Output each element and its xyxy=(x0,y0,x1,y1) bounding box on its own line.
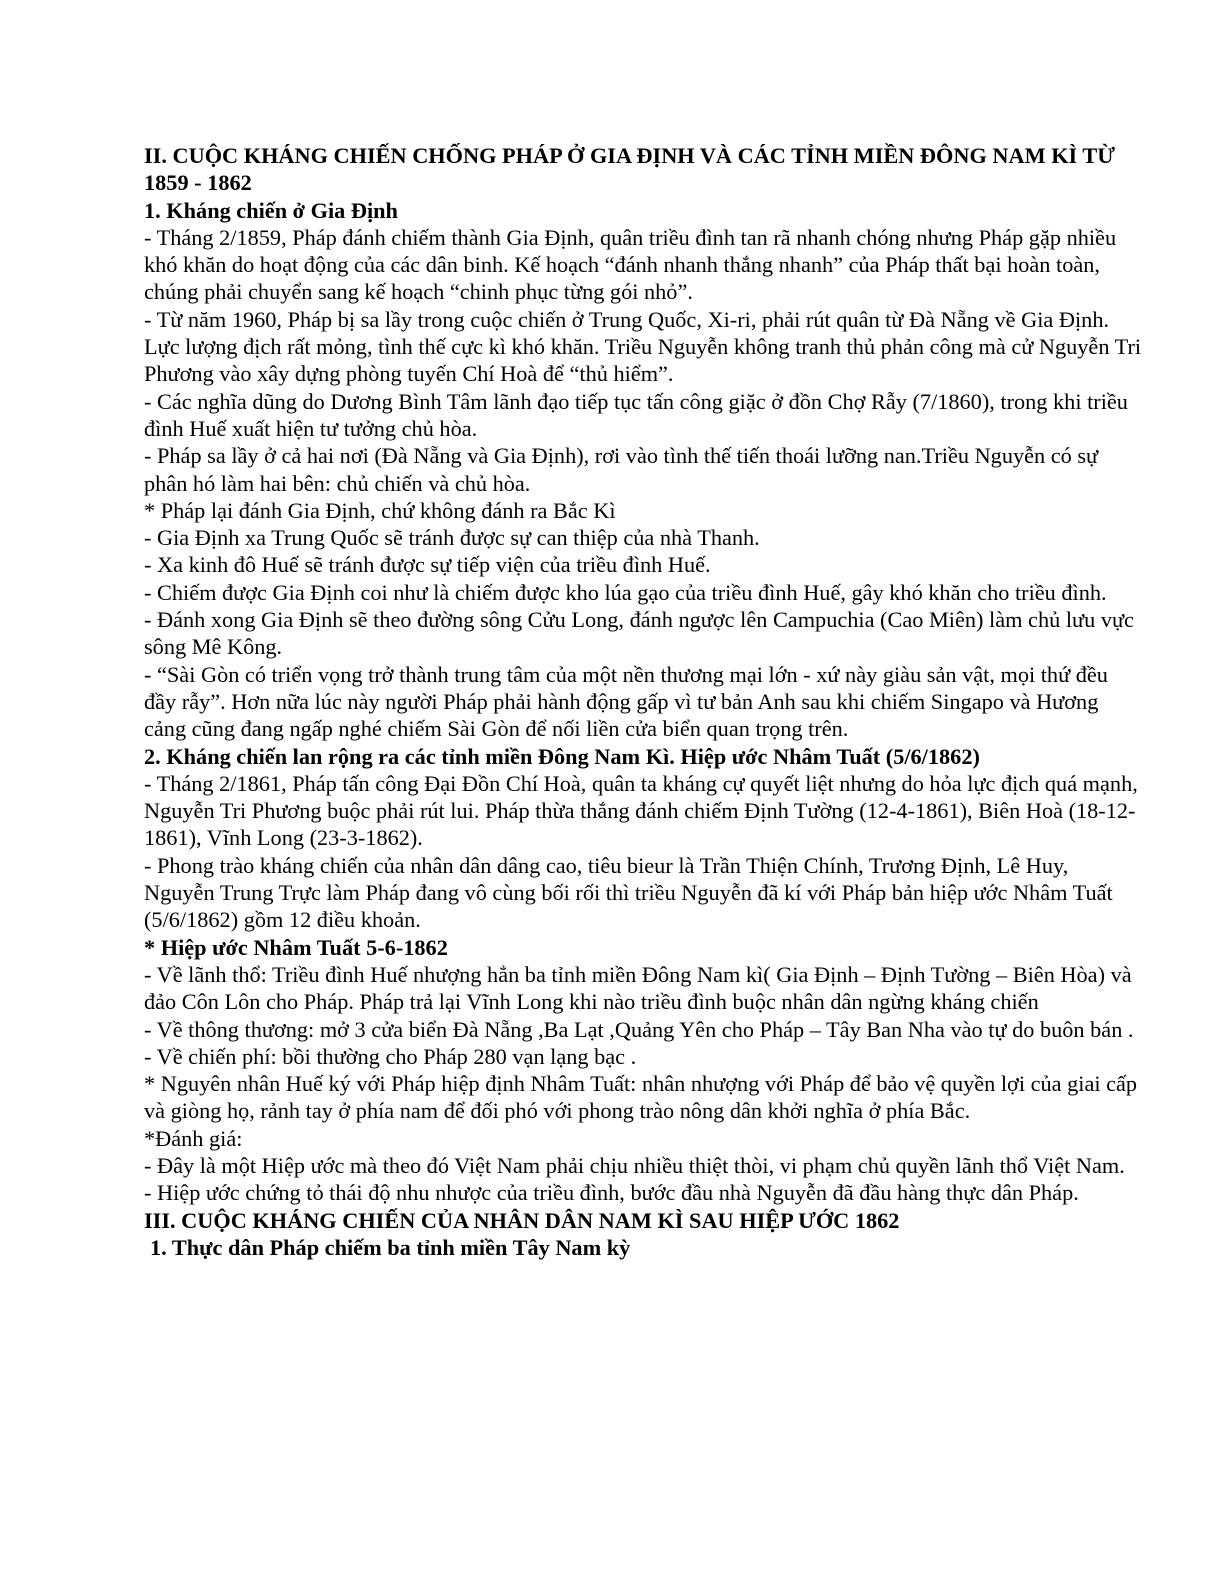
paragraph: *Đánh giá: xyxy=(144,1125,243,1151)
paragraph: - Pháp sa lầy ở cả hai nơi (Đà Nẵng và Gia Định), rơi vào tình thế tiến thoái lưỡng nan.Triều Nguyễn có sự phân hó làm hai bên: chủ chiến và chủ hòa. xyxy=(144,443,1099,496)
section-heading-iii: III. CUỘC KHÁNG CHIẾN CỦA NHÂN DÂN NAM KÌ SAU HIỆP ƯỚC 1862 xyxy=(144,1207,900,1233)
paragraph: - Đây là một Hiệp ước mà theo đó Việt Nam phải chịu nhiều thiệt thòi, vi phạm chủ quyền lãnh thổ Việt Nam. xyxy=(144,1152,1125,1178)
paragraph: - Đánh xong Gia Định sẽ theo đường sông Cửu Long, đánh ngược lên Campuchia (Cao Miên) làm chủ lưu vực sông Mê Kông. xyxy=(144,607,1134,660)
paragraph: - Hiệp ước chứng tỏ thái độ nhu nhược của triều đình, bước đầu nhà Nguyễn đã đầu hàng thực dân Pháp. xyxy=(144,1180,1079,1206)
paragraph: * Pháp lại đánh Gia Định, chứ không đánh ra Bắc Kì xyxy=(144,497,616,523)
paragraph: - Gia Định xa Trung Quốc sẽ tránh được sự can thiệp của nhà Thanh. xyxy=(144,525,760,551)
paragraph: - Về thông thương: mở 3 cửa biển Đà Nẵng ,Ba Lạt ,Quảng Yên cho Pháp – Tây Ban Nha vào tự do buôn bán . xyxy=(144,1016,1134,1042)
paragraph: * Nguyên nhân Huế ký với Pháp hiệp định Nhâm Tuất: nhân nhượng với Pháp để bảo vệ quyền lợi của giai cấp và giòng họ, rảnh tay ở phía nam để đối phó với phong trào nông dân khởi nghĩa ở phía Bắc. xyxy=(144,1071,1138,1124)
document-page xyxy=(144,142,1144,1261)
subsection-heading-1: 1. Kháng chiến ở Gia Định xyxy=(144,197,398,223)
paragraph: - Về chiến phí: bồi thường cho Pháp 280 vạn lạng bạc . xyxy=(144,1043,637,1069)
paragraph: - Các nghĩa dũng do Dương Bình Tâm lãnh đạo tiếp tục tấn công giặc ở đồn Chợ Rẫy (7/1860), trong khi triều đình Huế xuất hiện tư tưởng chủ hòa. xyxy=(144,388,1128,441)
paragraph: - Về lãnh thổ: Triều đình Huế nhượng hẳn ba tỉnh miền Đông Nam kì( Gia Định – Định Tường – Biên Hòa) và đảo Côn Lôn cho Pháp. Pháp trả lại Vĩnh Long khi nào triều đình buộc nhân dân ngừng kháng chiến xyxy=(144,961,1132,1015)
paragraph: - Tháng 2/1859, Pháp đánh chiếm thành Gia Định, quân triều đình tan rã nhanh chóng nhưng Pháp gặp nhiều khó khăn do hoạt động của các dân binh. Kế hoạch “đánh nhanh thắng nhanh” của Pháp thất bại hoàn toàn, chúng phải chuyển sang kế hoạch “chinh phục từng gói nhỏ”. xyxy=(144,224,1117,305)
treaty-heading: * Hiệp ước Nhâm Tuất 5-6-1862 xyxy=(144,934,448,960)
paragraph: - Chiếm được Gia Định coi như là chiếm được kho lúa gạo của triều đình Huế, gây khó khăn cho triều đình. xyxy=(144,579,1107,605)
paragraph: - Tháng 2/1861, Pháp tấn công Đại Đồn Chí Hoà, quân ta kháng cự quyết liệt nhưng do hỏa lực địch quá mạnh, Nguyễn Tri Phương buộc phải rút lui. Pháp thừa thắng đánh chiếm Định Tường (12-4-1861), Biên Hoà (18-12-1861), Vĩnh Long (23-3-1862). xyxy=(144,770,1138,851)
paragraph: - Từ năm 1960, Pháp bị sa lầy trong cuộc chiến ở Trung Quốc, Xi-ri, phải rút quân từ Đà Nẵng về Gia Định. Lực lượng địch rất mỏng, tình thế cực kì khó khăn. Triều Nguyễn không tranh thủ phản công mà cử Nguyễn Tri Phương vào xây dựng phòng tuyến Chí Hoà để “thủ hiểm”. xyxy=(144,306,1142,387)
subsection-heading-iii-1: 1. Thực dân Pháp chiếm ba tỉnh miền Tây Nam kỳ xyxy=(150,1234,631,1260)
paragraph: - “Sài Gòn có triển vọng trở thành trung tâm của một nền thương mại lớn - xứ này giàu sản vật, mọi thứ đều đầy rẫy”. Hơn nữa lúc này người Pháp phải hành động gấp vì tư bản Anh sau khi chiếm Singapo và Hương cảng cũng đang ngấp nghé chiếm Sài Gòn để nối liền cửa biển quan trọng trên. xyxy=(144,661,1108,742)
subsection-heading-2: 2. Kháng chiến lan rộng ra các tỉnh miền Đông Nam Kì. Hiệp ước Nhâm Tuất (5/6/1862) xyxy=(144,743,980,769)
paragraph: - Phong trào kháng chiến của nhân dân dâng cao, tiêu bieur là Trần Thiện Chính, Trương Định, Lê Huy, Nguyễn Trung Trực làm Pháp đang vô cùng bối rối thì triều Nguyễn đã kí với Pháp bản hiệp ước Nhâm Tuất (5/6/1862) gồm 12 điều khoản. xyxy=(144,852,1113,933)
section-heading-ii: II. CUỘC KHÁNG CHIẾN CHỐNG PHÁP Ở GIA ĐỊNH VÀ CÁC TỈNH MIỀN ĐÔNG NAM KÌ TỪ 1859 - 1862 xyxy=(144,143,1116,196)
paragraph: - Xa kinh đô Huế sẽ tránh được sự tiếp viện của triều đình Huế. xyxy=(144,552,711,578)
